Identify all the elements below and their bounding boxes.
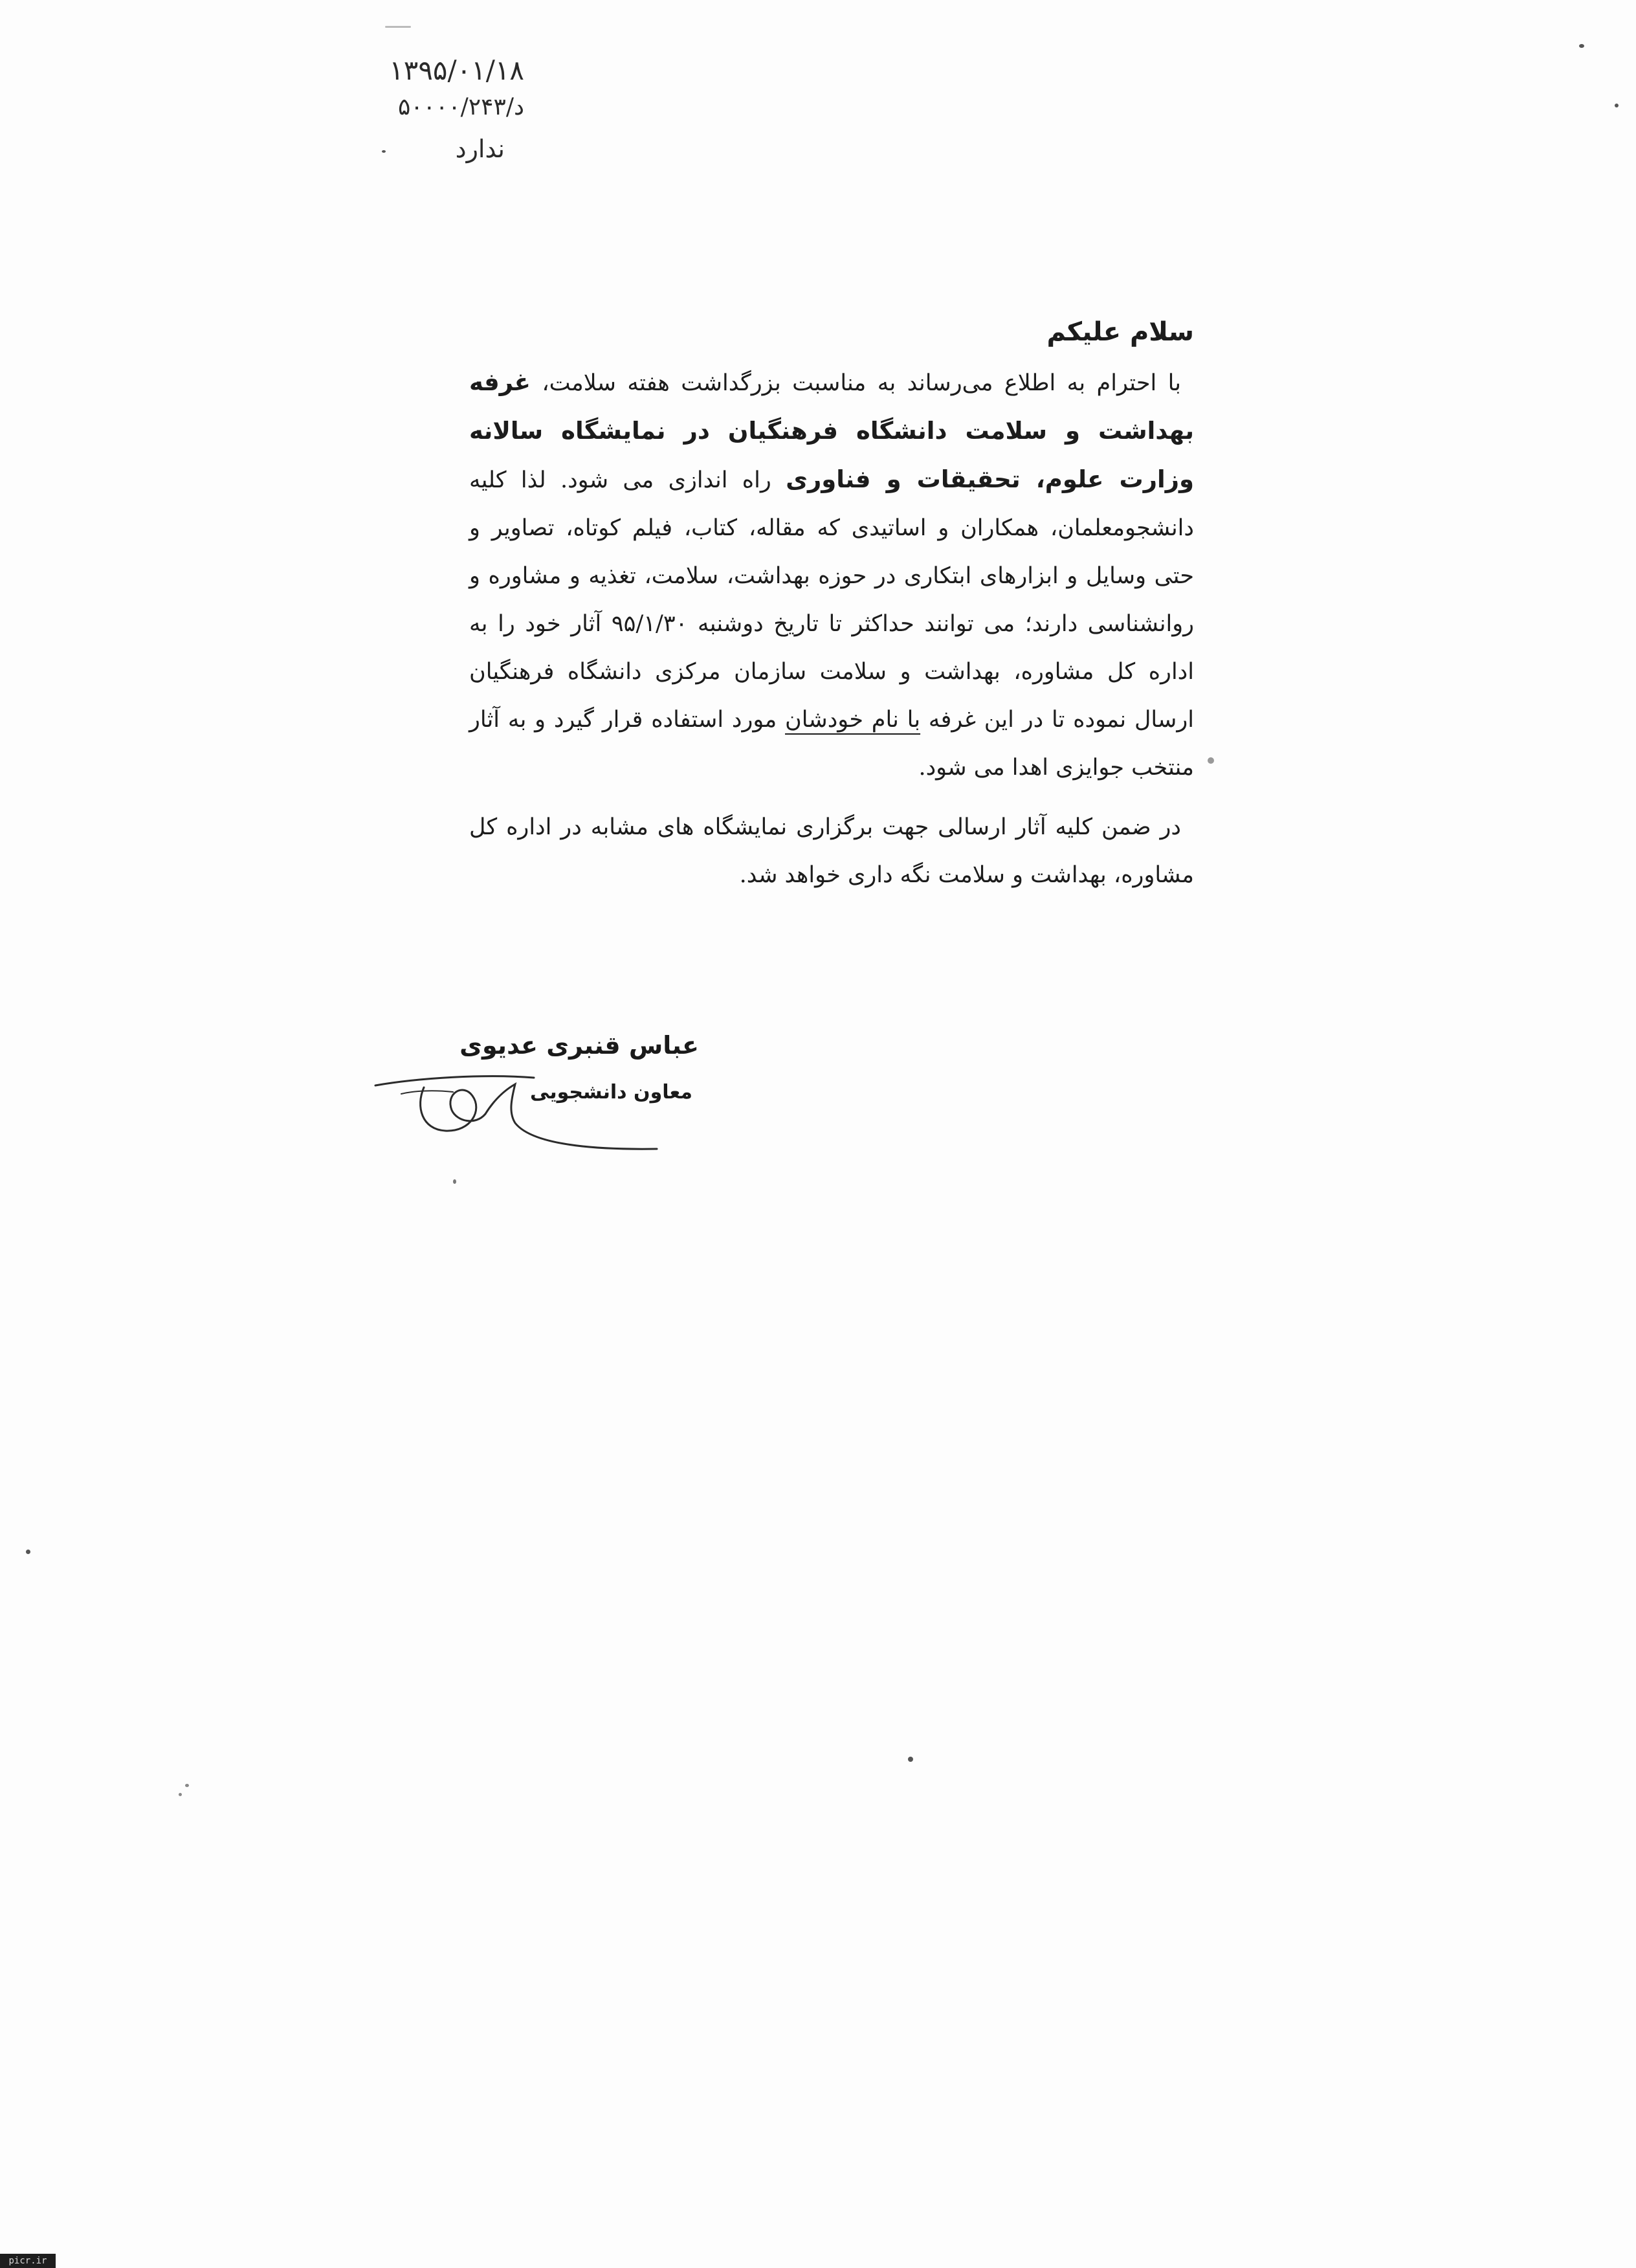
greeting: سلام علیکم [1046,317,1194,347]
scan-speck [26,1550,30,1554]
paragraph-main [469,359,1194,792]
paragraph-text: راه اندازی می شود. لذا کلیه دانشجومعلمان، همکاران و اساتیدی که مقاله، کتاب، فیلم کوتاه، تصاویر و حتی وسایل و ابزارهای ابتکاری در حوزه بهداشت، سلامت، تغذیه و مشاوره و روانشناسی دارند؛ می توانند حداکثر تا تاریخ دوشنبه ۹۵/۱/۳۰ آثار خود را به اداره کل مشاوره، بهداشت و سلامت سازمان مرکزی دانشگاه فرهنگیان ارسال نموده تا در این غرفه [469,467,1194,733]
bold-phrase: غرفه بهداشت و سلامت دانشگاه فرهنگیان در نمایشگاه سالانه وزارت علوم، تحقیقات و فناوری [469,368,1194,493]
scan-speck [185,1784,189,1787]
paragraph-intro: با احترام به اطلاع می‌رساند به مناسبت بزرگداشت هفته سلامت، [542,370,1181,396]
paragraph-text-end: مورد استفاده قرار گیرد و به آثار منتخب جوایزی اهدا می شود. [469,707,1194,781]
signature-block [362,1019,699,1168]
scan-speck [179,1793,182,1796]
paragraph-second: در ضمن کلیه آثار ارسالی جهت برگزاری نمایشگاه های مشابه در اداره کل مشاوره، بهداشت و سلامت نگه داری خواهد شد. [469,814,1194,888]
reference-block [362,50,524,173]
scan-speck [908,1757,913,1762]
letter-attachment: ندارد [455,135,505,163]
signatory-title: معاون دانشجویی [530,1081,692,1104]
letter-date: ۱۳۹۵/۰۱/۱۸ [389,54,524,86]
scan-speck [1615,104,1619,107]
handwritten-signature [362,1058,699,1168]
watermark-logo: picr.ir [0,2254,56,2268]
letter-body [469,309,1194,899]
signatory-name: عباس قنبری عدیوی [459,1031,699,1060]
scan-speck [453,1179,456,1184]
scan-speck [1579,44,1584,48]
scan-speck [1208,757,1214,764]
scan-speck [385,26,411,28]
underlined-phrase: با نام خودشان [785,707,921,733]
letter-number: د/۵۰۰۰۰/۲۴۳ [398,94,524,120]
